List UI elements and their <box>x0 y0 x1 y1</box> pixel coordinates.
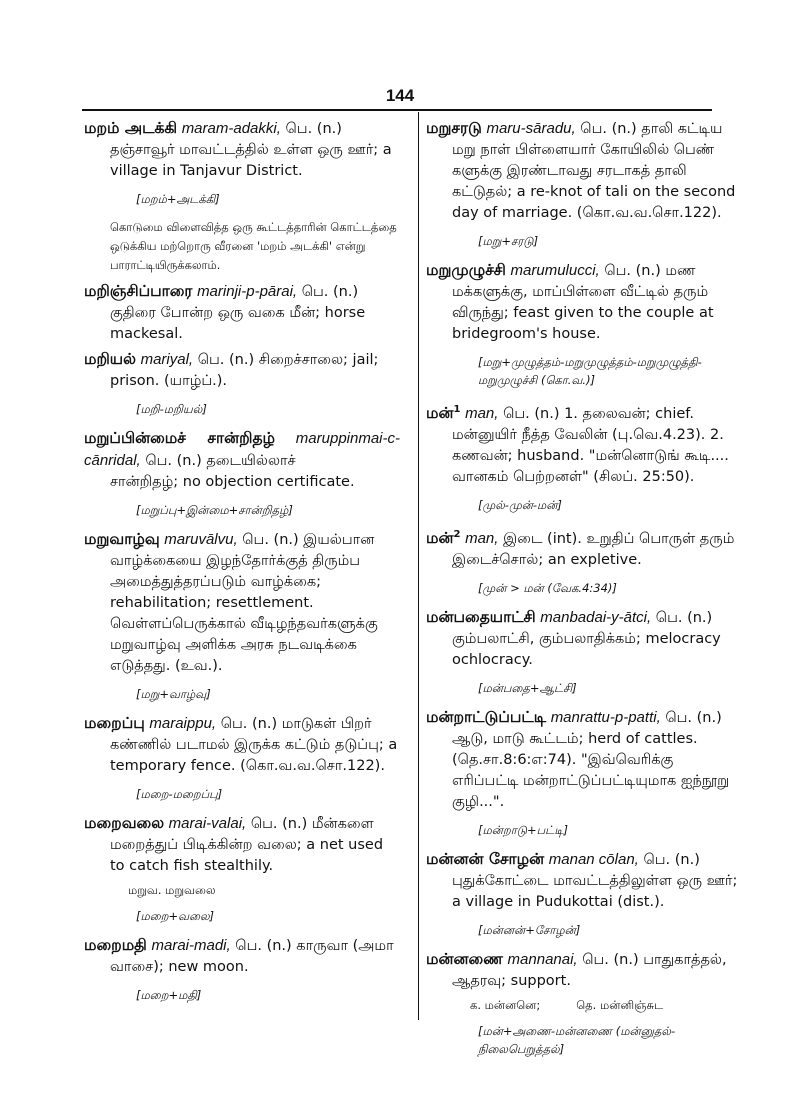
entry-first-line <box>84 281 400 303</box>
definition-text: வாசை); new moon. <box>110 959 249 975</box>
definition-start: பெ. (n.) 1. தலைவன்; chief. <box>503 405 694 422</box>
dictionary-entry <box>426 524 742 597</box>
dictionary-entry <box>426 118 742 250</box>
headword: மன்னன் சோழன் <box>426 849 545 868</box>
headword: மறுமுழுச்சி <box>426 261 506 279</box>
definition-start: பெ. (n.) <box>301 284 359 300</box>
entry-first-line <box>84 428 400 472</box>
headword: மறுப்பின்மைச் சான்றிதழ் <box>84 429 276 447</box>
dictionary-entry <box>426 260 742 389</box>
definition-text: சான்றிதழ்; no objection certificate. <box>110 474 355 490</box>
definition-start: பெ. (n.) பாதுகாத்தல், <box>582 951 727 968</box>
headword: மறியல் <box>84 350 136 368</box>
entry-first-line <box>426 399 742 425</box>
dictionary-entry <box>84 529 400 703</box>
dictionary-entry <box>84 281 400 345</box>
headword: மறைப்பு <box>84 714 145 732</box>
entry-first-line <box>426 260 742 282</box>
headword: மன் <box>426 528 454 547</box>
transliteration: maruvālvu, <box>164 531 238 548</box>
definition-text: வாழ்க்கையை இழந்தோர்க்குத் திரும்ப அமைத்துத்தரப்படும் வாழ்க்கை; rehabilitation; resettlement. வெள்ளப்பெருக்கால் வீடிழந்தவர்களுக்கு மறுவாழ்வு அளிக்க அரசு நடவடிக்கை எடுத்தது. (உவ.). <box>110 553 378 674</box>
headword: மன்பதையாட்சி <box>426 607 536 626</box>
transliteration: maru-sāradu, <box>486 120 576 137</box>
definition-text: மறைத்துப் பிடிக்கின்ற வலை; a net used to catch fish stealthily. <box>110 837 384 874</box>
entry-first-line <box>426 707 742 729</box>
etymology: [முல்-முன்-மன்] <box>478 497 562 512</box>
transliteration: maruppinmai-c-cānridal, <box>84 430 400 469</box>
transliteration: maram-adakki, <box>181 120 281 137</box>
transliteration: marumulucci, <box>510 262 600 279</box>
definition-start: பெ. (n.) மீன்களை <box>250 816 374 832</box>
definition-text: ஆதரவு; support. <box>452 972 571 989</box>
cognate-note: மறுவ. மறுவலை <box>128 883 216 897</box>
definition-text: மறு நாள் பிள்ளையார் கோயிலில் பெண் களுக்கு இரண்டாவது சரடாகத் தாலி கட்டுதல்; a re-knot of tali on the second day of marriage. (கொ.வ.வ.சொ.122). <box>452 142 736 221</box>
etymology: [மறு+வாழ்வு] <box>136 687 211 701</box>
definition-text: இடைச்சொல்; an expletive. <box>452 551 642 568</box>
homonym-number: 1 <box>453 404 461 415</box>
dictionary-entry <box>426 707 742 839</box>
definition-text: குதிரை போன்ற ஒரு வகை மீன்; horse mackesal. <box>110 305 366 342</box>
headword: மறைவலை <box>84 814 165 832</box>
definition-start: பெ. (n.) <box>665 709 722 726</box>
etymology: [மறு+முழுத்தம்-மறுமுழுத்தம்-மறுமுழுத்தி-மறுமுழுச்சி (கொ.வ.)] <box>478 355 702 387</box>
definition-start: பெ. (n.) <box>643 851 700 868</box>
etymology: [மறை+மதி] <box>136 988 202 1002</box>
definition-start: பெ. (n.) <box>285 121 342 137</box>
etymology: [மறி-மறியல்] <box>136 402 207 416</box>
headword: மறுவாழ்வு <box>84 530 160 548</box>
etymology: [மறை+வலை] <box>136 909 215 923</box>
definition-start: இடை (int). உறுதிப் பொருள் தரும் <box>503 530 735 547</box>
definition-text: மன்னுயிர் நீத்த வேலின் (பு.வெ.4.23). 2. கணவன்; husband. "மன்னொடுங் கூடி.... வானகம் பெற்றனள்" (சிலப். 25:50). <box>452 426 729 485</box>
entry-first-line <box>426 524 742 550</box>
definition-text: கும்பலாட்சி, கும்பலாதிக்கம்; melocracy ochlocracy. <box>452 630 721 668</box>
transliteration: manrattu-p-patti, <box>550 708 661 726</box>
entry-first-line <box>84 813 400 835</box>
etymology: [மன்றாடு+பட்டி] <box>478 822 568 837</box>
dictionary-entry <box>84 349 400 418</box>
dictionary-entry <box>426 399 742 514</box>
headword: மறிஞ்சிப்பாரை <box>84 282 193 300</box>
definition-start: பெ. (n.) இயல்பான <box>242 532 375 548</box>
etymology: [மன்+அணை-மன்னணை (மன்னுதல்-நிலைபெறுத்தல்] <box>478 1023 676 1056</box>
headword: மறைமதி <box>84 936 147 954</box>
etymology: [மறம்+அடக்கி] <box>136 192 220 206</box>
homonym-number: 2 <box>453 528 461 540</box>
transliteration: mannanai, <box>507 950 578 968</box>
definition-start: பெ. (n.) <box>655 609 713 626</box>
definition-text: கண்ணில் படாமல் இருக்க கட்டும் தடுப்பு; a temporary fence. (கொ.வ.வ.சொ.122). <box>110 737 398 774</box>
transliteration: marinji-p-pārai, <box>197 283 298 300</box>
definition-start: பெ. (n.) மண <box>604 263 696 279</box>
transliteration: man, <box>465 529 499 547</box>
definition-start: பெ. (n.) காருவா (அமா <box>235 938 394 954</box>
dictionary-entry <box>84 813 400 925</box>
entry-first-line <box>426 849 742 871</box>
transliteration: marai-madi, <box>151 937 231 954</box>
etymology: [மறு+சரடு] <box>478 234 539 248</box>
cognate-form: க. மன்னனெ; <box>470 997 541 1012</box>
dictionary-entry <box>84 935 400 1004</box>
definition-start: பெ. (n.) சிறைச்சாலை; jail; <box>197 352 379 368</box>
entry-first-line <box>84 713 400 735</box>
dictionary-entry <box>84 118 400 275</box>
dictionary-entry <box>426 607 742 697</box>
entry-first-line <box>84 118 400 140</box>
left-column <box>84 118 400 1014</box>
etymology: [மன்பதை+ஆட்சி] <box>478 680 577 695</box>
definition-start: பெ. (n.) தடையில்லாச் <box>145 453 296 469</box>
definition-start: பெ. (n.) மாடுகள் பிறர் <box>220 716 372 732</box>
entry-first-line <box>426 118 742 140</box>
etymology: [மன்னன்+சோழன்] <box>478 922 581 937</box>
page-number: 144 <box>385 86 415 105</box>
definition-text: prison. (யாழ்ப்.). <box>110 373 228 389</box>
headword: மன் <box>426 403 454 422</box>
usage-note: கொடுமை விளைவித்த ஒரு கூட்டத்தாரின் கொட்டத்தை ஒடுக்கிய மற்றொரு வீரனை 'மறம் அடக்கி' என்று பாராட்டியிருக்கலாம். <box>110 220 397 272</box>
transliteration: mariyal, <box>140 351 194 368</box>
dictionary-entry <box>426 849 742 939</box>
definition-text: புதுக்கோட்டை மாவட்டத்திலுள்ள ஒரு ஊர்; a village in Pudukottai (dist.). <box>452 872 738 910</box>
transliteration: marai-valai, <box>168 815 247 832</box>
definition-text: ஆடு, மாடு கூட்டம்; herd of cattles. (தெ.சா.8:6:எ:74). "இவ்வெரிக்கு எரிப்பட்டி மன்றாட்டுப்பட்டியுமாக ஐந்நூறு குழி...". <box>452 730 730 810</box>
dictionary-entry <box>84 428 400 519</box>
entry-first-line <box>426 607 742 629</box>
definition-text: தஞ்சாவூர் மாவட்டத்தில் உள்ள ஒரு ஊர்; a village in Tanjavur District. <box>110 142 392 179</box>
dictionary-entry <box>84 713 400 803</box>
headword: மறம் அடக்கி <box>84 119 178 137</box>
entry-first-line <box>84 349 400 371</box>
headword: மன்றாட்டுப்பட்டி <box>426 707 547 726</box>
etymology: [மறுப்பு+இன்மை+சான்றிதழ்] <box>136 503 293 517</box>
definition-text: மக்களுக்கு, மாப்பிள்ளை வீட்டில் தரும் விருந்து; feast given to the couple at bridegroom's house. <box>452 284 714 342</box>
right-column <box>426 118 742 1068</box>
headword: மன்னணை <box>426 949 503 968</box>
dictionary-entry <box>426 949 742 1058</box>
entry-first-line <box>84 529 400 551</box>
headword: மறுசரடு <box>426 119 482 137</box>
transliteration: manbadai-y-ātci, <box>540 608 652 626</box>
transliteration: man, <box>465 404 499 422</box>
cognate-line <box>426 996 742 1014</box>
etymology: [மறை-மறைப்பு] <box>136 787 223 801</box>
header-rule <box>82 109 712 111</box>
definition-start: பெ. (n.) தாலி கட்டிய <box>580 121 723 137</box>
transliteration: maraippu, <box>149 715 217 732</box>
entry-first-line <box>84 935 400 957</box>
cognate-form: தெ. மன்னிஞ்சுட <box>576 997 664 1012</box>
etymology: [முன் > மன் (வேக.4:34)] <box>478 580 617 595</box>
entry-first-line <box>426 949 742 971</box>
column-divider <box>418 112 419 1020</box>
transliteration: manan cōlan, <box>548 850 639 868</box>
